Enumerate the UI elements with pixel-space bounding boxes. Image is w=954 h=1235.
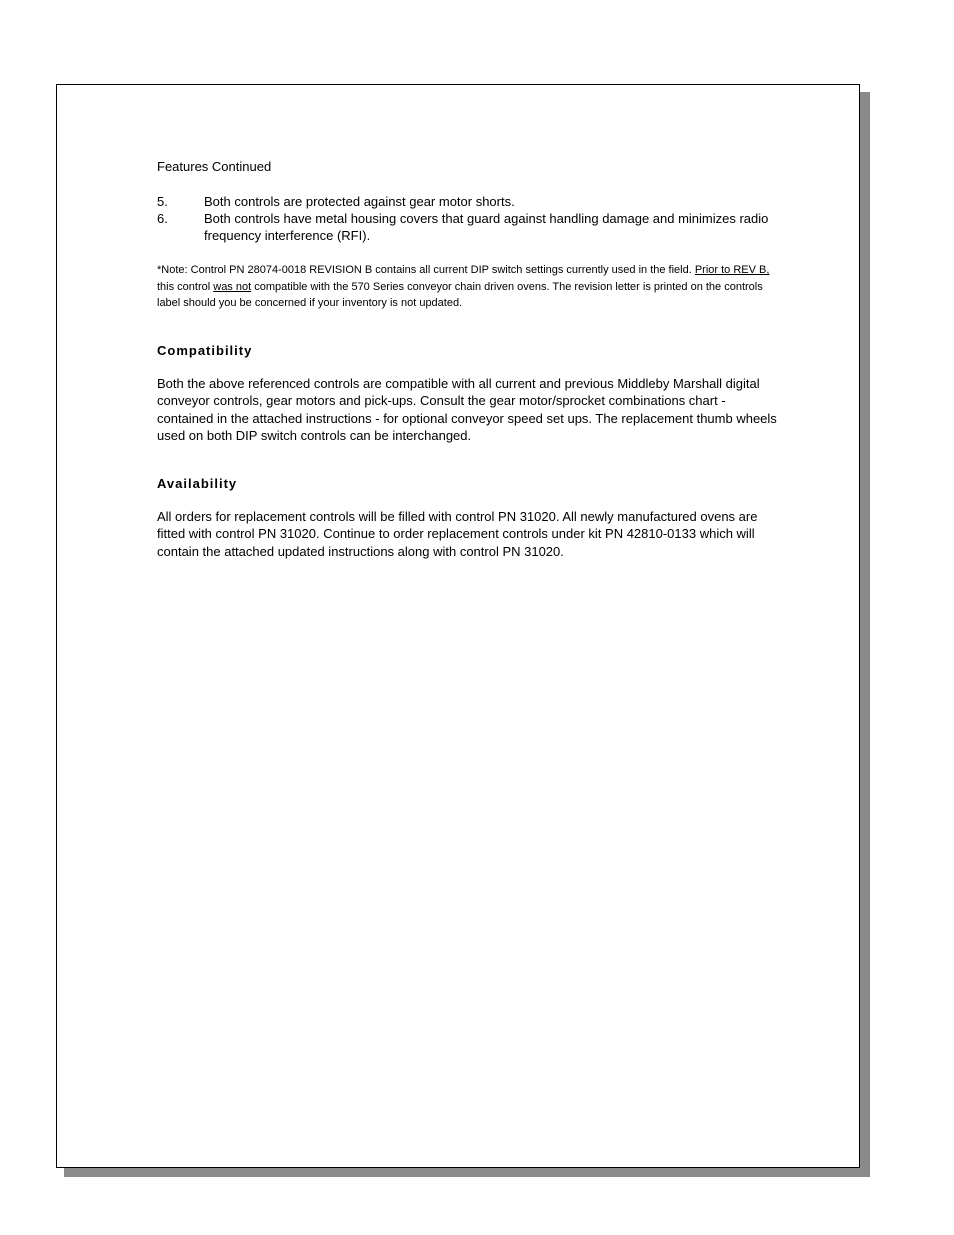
document-page: [56, 84, 860, 1168]
list-item-number: 5.: [157, 194, 168, 209]
compatibility-heading: Compatibility: [157, 342, 253, 358]
list-item: [157, 193, 782, 210]
note-text: this control: [157, 280, 214, 293]
note-text: *Note: Control PN 28074-0018 REVISION B contains all current DIP switch settings currently used in the field.: [157, 264, 695, 276]
page-content: [157, 159, 782, 560]
compatibility-paragraph: Both the above referenced controls are compatible with all current and previous Middleby Marshall digital conveyor controls, gear motors and pick-ups. Consult the gear motor/sprocket combinations chart - contained in the attached instructions - for optional conveyor speed set ups. The replacement thumb wheels used on both DIP switch controls can be interchanged.: [157, 375, 777, 443]
note-underline-rev-b: Prior to REV B,: [694, 264, 770, 276]
availability-heading: Availability: [157, 475, 238, 491]
note-text: compatible with the 570 Series conveyor chain driven ovens. The revision letter is printed on the controls label should you be concerned if your inventory is not updated.: [157, 280, 763, 309]
note-paragraph: [157, 262, 782, 312]
list-item-text: Both controls have metal housing covers that guard against handling damage and minimizes radio frequency interference (RFI).: [204, 211, 769, 243]
list-item-text: Both controls are protected against gear motor shorts.: [204, 194, 515, 209]
list-item: [157, 210, 782, 244]
availability-paragraph: All orders for replacement controls will be filled with control PN 31020. All newly manufactured ovens are fitted with control PN 31020. Continue to order replacement controls under kit PN 42810-0133 which will contain the attached updated instructions along with control PN 31020.: [157, 508, 758, 559]
features-heading: Features Continued: [157, 159, 272, 174]
list-item-number: 6.: [157, 211, 168, 226]
note-underline-was-not: was not: [213, 280, 252, 293]
